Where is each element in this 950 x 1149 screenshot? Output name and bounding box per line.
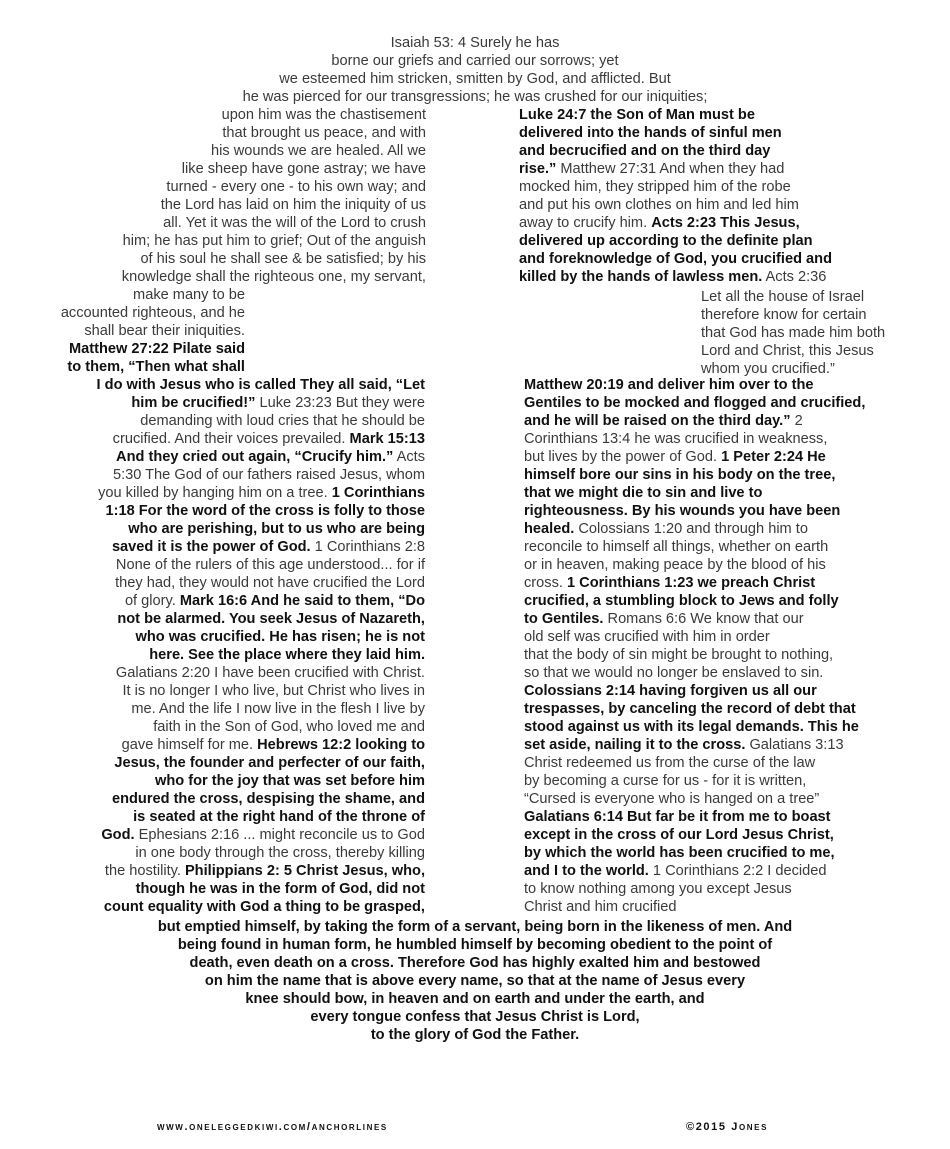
text-line	[519, 106, 939, 124]
text-line: to the glory of God the Father.	[370, 1027, 580, 1043]
left-column-scripture-text	[20, 376, 425, 916]
reference-text: or in heaven, making peace by the blood of his	[524, 557, 826, 573]
bold-scripture-text: him be crucified!”	[131, 395, 256, 411]
text-line: we esteemed him stricken, smitten by God, and afflicted. But	[279, 71, 671, 87]
bold-scripture-text: Gentiles to be mocked and flogged and crucified,	[524, 395, 866, 411]
reference-text: away to crucify him.	[519, 215, 652, 231]
bold-scripture-text: stood against us with its legal demands. This he	[524, 719, 859, 735]
text-line	[524, 790, 944, 808]
bold-scripture-text: count equality with God a thing to be grasped,	[103, 899, 425, 915]
bold-scripture-text: trespasses, by canceling the record of debt that	[524, 701, 856, 717]
text-line	[20, 772, 425, 790]
reference-text: Matthew 27:31 And when they had	[556, 161, 785, 177]
right-column-luke-acts-text	[519, 106, 939, 286]
text-line: to them, “Then what shall	[67, 359, 245, 375]
text-line	[524, 718, 944, 736]
reference-text: Acts	[393, 449, 425, 465]
reference-text: 1 Corinthians 2:8	[310, 539, 425, 555]
text-line	[524, 592, 944, 610]
bold-scripture-text: Philippians 2: 5 Christ Jesus, who,	[184, 863, 425, 879]
left-column-isaiah-end	[10, 286, 245, 340]
bold-scripture-text: that we might die to sin and live to	[524, 485, 763, 501]
bold-scripture-text: 1:18 For the word of the cross is folly to those	[105, 503, 425, 519]
copyright-notice: ©2015 Jones	[686, 1121, 769, 1133]
text-line	[524, 628, 944, 646]
website-url: www.oneleggedkiwi.com/anchorlines	[157, 1121, 388, 1133]
text-line	[20, 664, 425, 682]
bold-scripture-text: though he was in the form of God, did not	[135, 881, 425, 897]
reference-text: cross.	[524, 575, 567, 591]
text-line: every tongue confess that Jesus Christ is Lord,	[310, 1009, 640, 1025]
reference-text: of glory.	[124, 593, 180, 609]
text-line: of his soul he shall see & be satisfied; by his	[140, 251, 426, 267]
text-line: Lord and Christ, this Jesus	[701, 343, 874, 359]
bold-scripture-text: and he will be raised on the third day.”	[524, 413, 791, 429]
text-line	[524, 520, 944, 538]
text-line	[524, 484, 944, 502]
text-line	[20, 502, 425, 520]
text-line	[524, 466, 944, 484]
text-line: Let all the house of Israel	[701, 289, 865, 305]
text-line	[524, 448, 944, 466]
bold-scripture-text: righteousness. By his wounds you have been	[524, 503, 841, 519]
text-line	[524, 844, 944, 862]
reference-text: Galatians 3:13	[745, 737, 844, 753]
reference-text: Christ and him crucified	[524, 899, 677, 915]
text-line	[20, 466, 425, 484]
bold-scripture-text: who was crucified. He has risen; he is not	[135, 629, 425, 645]
text-line	[20, 538, 425, 556]
bold-scripture-text: delivered up according to the definite plan	[519, 233, 813, 249]
philippians-bottom-block	[40, 918, 910, 1044]
text-line: but emptied himself, by taking the form of a servant, being born in the likeness of men. And	[157, 919, 793, 935]
text-line	[20, 682, 425, 700]
reference-text: 5:30 The God of our fathers raised Jesus, whom	[112, 467, 425, 483]
text-line: the Lord has laid on him the iniquity of us	[160, 197, 426, 213]
reference-text: Galatians 2:20 I have been crucified with Christ.	[115, 665, 425, 681]
text-line: Matthew 27:22 Pilate said	[68, 341, 245, 357]
text-line	[524, 610, 944, 628]
bold-scripture-text: here. See the place where they laid him.	[149, 647, 425, 663]
text-line	[524, 772, 944, 790]
reference-text: Romans 6:6 We know that our	[603, 611, 804, 627]
bold-scripture-text: saved it is the power of God.	[111, 539, 311, 555]
bold-scripture-text: is seated at the right hand of the throne of	[133, 809, 425, 825]
text-line	[524, 538, 944, 556]
bold-scripture-text: crucified, a stumbling block to Jews and folly	[524, 593, 839, 609]
text-line: him; he has put him to grief; Out of the anguish	[122, 233, 426, 249]
text-line	[20, 880, 425, 898]
reference-text: Corinthians 13:4 he was crucified in weakness,	[524, 431, 828, 447]
text-line	[20, 826, 425, 844]
text-line	[20, 412, 425, 430]
text-line	[524, 700, 944, 718]
text-line	[519, 232, 939, 250]
bold-scripture-text: Acts 2:23 This Jesus,	[651, 215, 800, 231]
reference-text: 2	[790, 413, 803, 429]
bold-scripture-text: himself bore our sins in his body on the tree,	[524, 467, 836, 483]
bold-scripture-text: delivered into the hands of sinful men	[519, 125, 782, 141]
text-line: upon him was the chastisement	[221, 107, 426, 123]
reference-text: but lives by the power of God.	[524, 449, 722, 465]
reference-text: faith in the Son of God, who loved me and	[153, 719, 425, 735]
reference-text: so that we would no longer be enslaved to sin.	[524, 665, 824, 681]
reference-text: Colossians 1:20 and through him to	[574, 521, 808, 537]
bold-scripture-text: Matthew 20:19 and deliver him over to the	[524, 377, 814, 393]
text-line: like sheep have gone astray; we have	[181, 161, 426, 177]
reference-text: Acts 2:36	[762, 269, 827, 285]
text-line: shall bear their iniquities.	[84, 323, 245, 339]
reference-text: gave himself for me.	[121, 737, 258, 753]
text-line	[20, 646, 425, 664]
text-line: death, even death on a cross. Therefore God has highly exalted him and bestowed	[189, 955, 761, 971]
text-line	[524, 412, 944, 430]
text-line: that God has made him both	[701, 325, 886, 341]
bold-scripture-text: I do with Jesus who is called They all said, “Let	[96, 377, 425, 393]
text-line	[519, 214, 939, 232]
bold-scripture-text: who are perishing, but to us who are being	[128, 521, 425, 537]
text-line	[20, 718, 425, 736]
bold-scripture-text: and becrucified and on the third day	[519, 143, 771, 159]
text-line	[20, 844, 425, 862]
reference-text: by becoming a curse for us - for it is written,	[524, 773, 807, 789]
left-column-matthew-heading	[10, 340, 245, 376]
bold-scripture-text: Hebrews 12:2 looking to	[257, 737, 425, 753]
text-line: he was pierced for our transgressions; he was crushed for our iniquities;	[242, 89, 708, 105]
text-line: knowledge shall the righteous one, my servant,	[121, 269, 426, 285]
text-line	[524, 880, 944, 898]
text-line	[524, 376, 944, 394]
right-column-acts-continuation	[701, 288, 941, 378]
reference-text: mocked him, they stripped him of the robe	[519, 179, 791, 195]
reference-text: 1 Corinthians 2:2 I decided	[648, 863, 827, 879]
reference-text: you killed by hanging him on a tree.	[98, 485, 332, 501]
text-line	[20, 448, 425, 466]
text-line	[524, 502, 944, 520]
text-line	[20, 736, 425, 754]
text-line	[524, 646, 944, 664]
text-line	[20, 862, 425, 880]
text-line	[524, 430, 944, 448]
text-line	[20, 754, 425, 772]
bold-scripture-text: not be alarmed. You seek Jesus of Nazareth,	[117, 611, 425, 627]
text-line	[20, 610, 425, 628]
reference-text: It is no longer I who live, but Christ who lives in	[122, 683, 425, 699]
isaiah-header-block	[190, 34, 760, 106]
text-line	[519, 250, 939, 268]
text-line: all. Yet it was the will of the Lord to crush	[163, 215, 426, 231]
text-line	[524, 394, 944, 412]
text-line	[20, 700, 425, 718]
text-line: borne our griefs and carried our sorrows; yet	[331, 53, 619, 69]
bold-scripture-text: who for the joy that was set before him	[154, 773, 425, 789]
text-line	[524, 898, 944, 916]
bold-scripture-text: 1 Corinthians 1:23 we preach Christ	[566, 575, 816, 591]
bold-scripture-text: and I to the world.	[524, 863, 649, 879]
text-line	[524, 664, 944, 682]
bold-scripture-text: rise.”	[519, 161, 557, 177]
text-line	[20, 808, 425, 826]
bold-scripture-text: endured the cross, despising the shame, and	[111, 791, 425, 807]
reference-text: “Cursed is everyone who is hanged on a tree”	[524, 791, 820, 807]
text-line	[519, 160, 939, 178]
text-line	[20, 556, 425, 574]
reference-text: None of the rulers of this age understood... for if	[115, 557, 425, 573]
bold-scripture-text: Mark 16:6 And he said to them, “Do	[179, 593, 425, 609]
text-line	[524, 808, 944, 826]
bold-scripture-text: Colossians 2:14 having forgiven us all our	[524, 683, 817, 699]
text-line	[519, 142, 939, 160]
text-line	[519, 124, 939, 142]
text-line: on him the name that is above every name, so that at the name of Jesus every	[204, 973, 746, 989]
bold-scripture-text: killed by the hands of lawless men.	[519, 269, 763, 285]
bold-scripture-text: except in the cross of our Lord Jesus Christ,	[524, 827, 834, 843]
text-line	[20, 592, 425, 610]
reference-text: me. And the life I now live in the flesh I live by	[131, 701, 425, 717]
bold-scripture-text: to Gentiles.	[524, 611, 604, 627]
reference-text: Luke 23:23 But they were	[255, 395, 425, 411]
text-line	[20, 394, 425, 412]
bold-scripture-text: God.	[101, 827, 135, 843]
text-line	[524, 826, 944, 844]
text-line	[524, 736, 944, 754]
bold-scripture-text: by which the world has been crucified to me,	[524, 845, 835, 861]
text-line	[524, 682, 944, 700]
text-line	[524, 574, 944, 592]
reference-text: the hostility.	[104, 863, 185, 879]
reference-text: in one body through the cross, thereby killing	[135, 845, 425, 861]
reference-text: reconcile to himself all things, whether on earth	[524, 539, 829, 555]
bold-scripture-text: Mark 15:13	[349, 431, 425, 447]
text-line	[20, 628, 425, 646]
bold-scripture-text: Jesus, the founder and perfecter of our faith,	[114, 755, 425, 771]
text-line	[20, 574, 425, 592]
reference-text: Christ redeemed us from the curse of the law	[524, 755, 816, 771]
text-line: therefore know for certain	[701, 307, 867, 323]
text-line	[524, 754, 944, 772]
text-line	[20, 484, 425, 502]
text-line	[20, 430, 425, 448]
text-line: make many to be	[133, 287, 245, 303]
reference-text: to know nothing among you except Jesus	[524, 881, 792, 897]
reference-text: Ephesians 2:16 ... might reconcile us to God	[134, 827, 425, 843]
bold-scripture-text: Galatians 6:14 But far be it from me to boast	[524, 809, 831, 825]
text-line	[20, 520, 425, 538]
left-column-isaiah-text	[40, 106, 426, 286]
text-line: whom you crucified.”	[701, 361, 835, 377]
text-line	[524, 556, 944, 574]
text-line: Isaiah 53: 4 Surely he has	[390, 35, 560, 51]
bold-scripture-text: Luke 24:7 the Son of Man must be	[519, 107, 755, 123]
text-line: being found in human form, he humbled himself by becoming obedient to the point of	[177, 937, 773, 953]
text-line	[524, 862, 944, 880]
bold-scripture-text: set aside, nailing it to the cross.	[524, 737, 746, 753]
text-line	[20, 376, 425, 394]
reference-text: demanding with loud cries that he should be	[140, 413, 425, 429]
bold-scripture-text: And they cried out again, “Crucify him.”	[116, 449, 394, 465]
text-line	[20, 790, 425, 808]
right-column-scripture-text	[524, 376, 944, 916]
text-line	[20, 898, 425, 916]
reference-text: crucified. And their voices prevailed.	[112, 431, 350, 447]
text-line: turned - every one - to his own way; and	[166, 179, 426, 195]
reference-text: that the body of sin might be brought to nothing,	[524, 647, 834, 663]
bold-scripture-text: and foreknowledge of God, you crucified and	[519, 251, 832, 267]
text-line	[519, 268, 939, 286]
reference-text: and put his own clothes on him and led him	[519, 197, 799, 213]
text-line	[519, 178, 939, 196]
text-line: that brought us peace, and with	[222, 125, 426, 141]
bold-scripture-text: healed.	[524, 521, 575, 537]
bold-scripture-text: 1 Corinthians	[331, 485, 425, 501]
text-line: knee should bow, in heaven and on earth and under the earth, and	[245, 991, 705, 1007]
text-line: his wounds we are healed. All we	[211, 143, 426, 159]
reference-text: they had, they would not have crucified the Lord	[115, 575, 425, 591]
text-line: accounted righteous, and he	[60, 305, 245, 321]
reference-text: old self was crucified with him in order	[524, 629, 770, 645]
text-line	[519, 196, 939, 214]
bold-scripture-text: 1 Peter 2:24 He	[721, 449, 826, 465]
